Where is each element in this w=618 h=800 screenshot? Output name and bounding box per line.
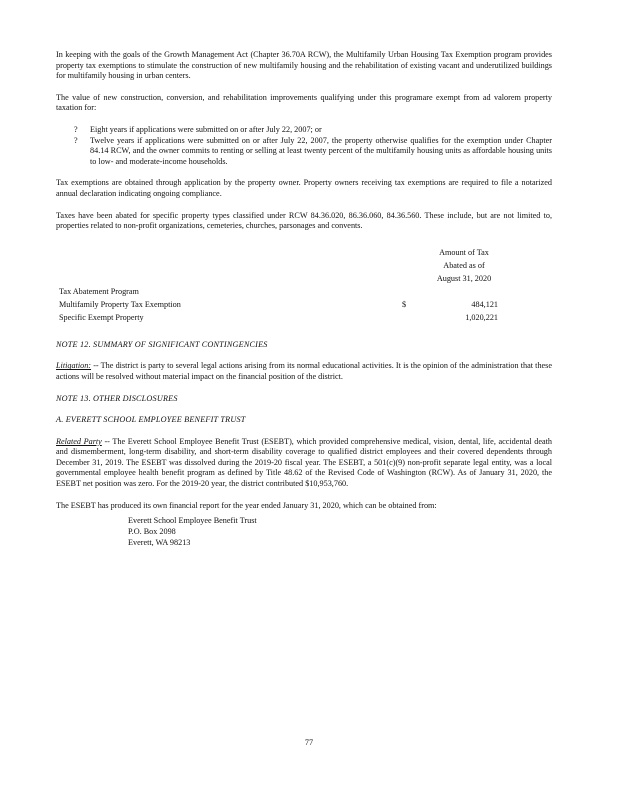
tax-abatement-table — [56, 246, 552, 320]
note-13-subtitle: A. EVERETT SCHOOL EMPLOYEE BENEFIT TRUST — [56, 415, 246, 425]
table-title: Tax Abatement Program — [59, 286, 139, 296]
row-currency: $ — [402, 299, 407, 309]
exemption-list — [74, 125, 552, 167]
header-line: Abated as of — [443, 260, 485, 270]
list-item — [74, 136, 552, 168]
related-party-text: -- The Everett School Employee Benefit Trust (ESEBT), which provided comprehensive medical, vision, dental, life, accidental death and dismemberment, long-term disability, and short-term disability coverage to qualified district employees and their covered dependents through December 31, 2019. The ESEBT was dissolved during the 2019-20 fiscal year. The ESEBT, a 501(c)(9) non-profit separate legal entity, was a local governmental employee health benefit program as defined by Title 48.62 of the Revised Code of Washington (RCW). As of January 31, 2020, the ESEBT net position was zero. For the 2019-20 year, the district contributed $10,953,760. — [56, 436, 553, 489]
row-label: Multifamily Property Tax Exemption — [59, 299, 181, 309]
row-label: Specific Exempt Property — [59, 312, 144, 322]
litigation-lead: Litigation: — [56, 361, 92, 371]
paragraph-report: The ESEBT has produced its own financial report for the year ended January 31, 2020, which can be obtained from: — [56, 500, 437, 510]
header-line: August 31, 2020 — [436, 273, 492, 283]
row-value: 484,121 — [471, 299, 498, 309]
paragraph-abated: Taxes have been abated for specific property types classified under RCW 84.36.020, 86.36.060, 84.36.560. These include, but are not limited to, properties related to non-profit organizations, cemeteries, churches, parsonages and convents. — [56, 210, 552, 231]
bullet-text: Eight years if applications were submitted on or after July 22, 2007; or — [90, 124, 322, 134]
address-line: P.O. Box 2098 — [128, 527, 176, 537]
litigation-text: -- The district is party to several legal actions arising from its normal educational activities. It is the opinion of the administration that these actions will be resolved without material impact on the financial position of the district. — [56, 361, 552, 381]
table-title-row — [59, 285, 552, 298]
bullet-text: Twelve years if applications were submitted on or after July 22, 2007, the property otherwise qualifies for the exemption under Chapter 84.14 RCW, and the owner commits to renting or selling at least twenty percent of the multifamily housing units as affordable housing units to low- and moderate-income households. — [90, 135, 552, 166]
address-line: Everett School Employee Benefit Trust — [128, 516, 257, 526]
mailing-address — [128, 515, 552, 548]
paragraph-apply: Tax exemptions are obtained through application by the property owner. Property owners receiving tax exemptions are required to file a notarized annual declaration indicating ongoing compliance. — [56, 178, 552, 198]
paragraph-related-party — [56, 437, 552, 490]
address-line: Everett, WA 98213 — [128, 538, 191, 548]
header-line: Amount of Tax — [439, 247, 489, 257]
table-row — [59, 298, 552, 311]
list-item — [74, 125, 552, 136]
table-row — [59, 311, 552, 324]
paragraph-value: The value of new construction, conversion, and rehabilitation improvements qualifying under this programare exempt from ad valorem property taxation for: — [56, 92, 552, 113]
note-13-title: NOTE 13. OTHER DISCLOSURES — [56, 393, 178, 403]
row-currency — [402, 311, 432, 324]
note-12-title: NOTE 12. SUMMARY OF SIGNIFICANT CONTINGENCIES — [56, 339, 268, 349]
table-body — [59, 285, 552, 324]
row-value: 1,020,221 — [465, 312, 498, 322]
document-page — [56, 50, 552, 548]
bullet-marker: ? — [74, 135, 78, 145]
paragraph-litigation — [56, 361, 552, 382]
paragraph-intro: In keeping with the goals of the Growth Management Act (Chapter 36.70A RCW), the Multifamily Urban Housing Tax Exemption program provides property tax exemptions to stimulate the construction of new multifamily housing and the rehabilitation of existing vacant and underutilized buildings for multifamily housing in urban centers. — [56, 50, 552, 81]
page-number: 77 — [304, 738, 314, 747]
table-column-header — [424, 246, 504, 285]
related-party-lead: Related Party — [56, 436, 102, 446]
bullet-marker: ? — [74, 124, 78, 134]
